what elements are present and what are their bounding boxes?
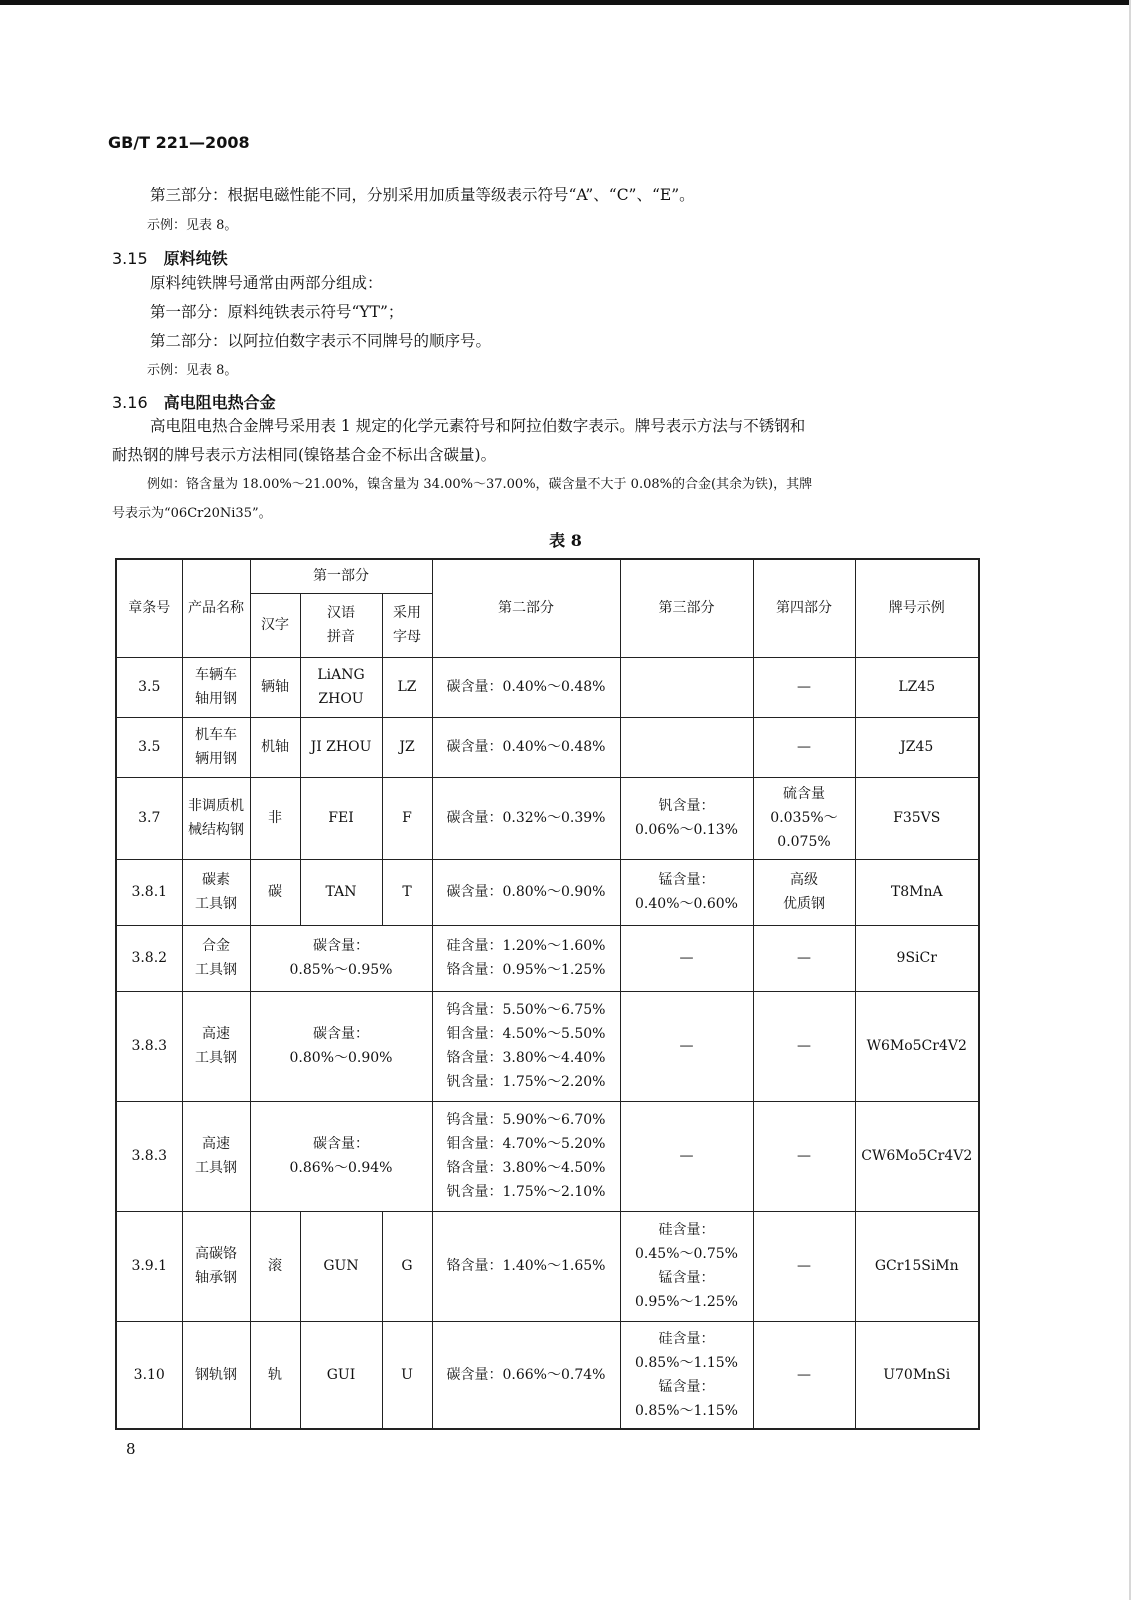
example-note: 例如：铬含量为 18.00%～21.00%，镍含量为 34.00%～37.00%，碳含量不大于 0.08%的合金(其余为铁)，其牌 — [147, 477, 813, 492]
cell-part3: — — [620, 991, 753, 1101]
cell-product: 车辆车 轴用钢 — [182, 657, 250, 717]
cell-chapter: 3.5 — [116, 657, 182, 717]
cell-chapter: 3.8.3 — [116, 1101, 182, 1211]
cell-hanzi: 机轴 — [250, 717, 300, 777]
cell-part3 — [620, 657, 753, 717]
header-chapter: 章条号 — [116, 559, 182, 657]
table-row — [116, 657, 979, 717]
paragraph: 第一部分：原料纯铁表示符号“YT”； — [150, 303, 404, 321]
cell-part3: — — [620, 1101, 753, 1211]
cell-part2: 钨含量：5.50%～6.75% 钼含量：4.50%～5.50% 铬含量：3.80%～4.40% 钒含量：1.75%～2.20% — [432, 991, 620, 1101]
cell-chapter: 3.8.3 — [116, 991, 182, 1101]
table-row — [116, 925, 979, 991]
header-part2: 第二部分 — [432, 559, 620, 657]
cell-example: 9SiCr — [855, 925, 979, 991]
paragraph: 原料纯铁牌号通常由两部分组成： — [150, 274, 383, 292]
cell-product: 钢轨钢 — [182, 1321, 250, 1429]
cell-part4: — — [753, 925, 855, 991]
cell-example: U70MnSi — [855, 1321, 979, 1429]
cell-hanzi: 轨 — [250, 1321, 300, 1429]
section-3-16-heading — [112, 390, 276, 413]
cell-letter: JZ — [382, 717, 432, 777]
table-row — [116, 1101, 979, 1211]
cell-pinyin: LiANG ZHOU — [300, 657, 382, 717]
page-number: 8 — [126, 1440, 136, 1458]
cell-part3: — — [620, 925, 753, 991]
table-header-row — [116, 559, 979, 593]
cell-part2: 钨含量：5.90%～6.70% 钼含量：4.70%～5.20% 铬含量：3.80%～4.50% 钒含量：1.75%～2.10% — [432, 1101, 620, 1211]
example-note: 示例：见表 8。 — [147, 218, 238, 233]
top-border — [0, 0, 1131, 5]
header-product: 产品名称 — [182, 559, 250, 657]
cell-part4: — — [753, 657, 855, 717]
cell-product: 高碳铬 轴承钢 — [182, 1211, 250, 1321]
section-number: 3.15 — [112, 249, 148, 268]
cell-letter: F — [382, 777, 432, 859]
cell-hanzi: 辆轴 — [250, 657, 300, 717]
cell-chapter: 3.8.2 — [116, 925, 182, 991]
example-note: 示例：见表 8。 — [147, 363, 238, 378]
cell-example: T8MnA — [855, 859, 979, 925]
cell-example: GCr15SiMn — [855, 1211, 979, 1321]
cell-part2: 碳含量：0.40%～0.48% — [432, 717, 620, 777]
cell-example: W6Mo5Cr4V2 — [855, 991, 979, 1101]
cell-part2: 碳含量：0.32%～0.39% — [432, 777, 620, 859]
header-example: 牌号示例 — [855, 559, 979, 657]
cell-product: 高速 工具钢 — [182, 991, 250, 1101]
cell-part3: 钒含量： 0.06%～0.13% — [620, 777, 753, 859]
cell-hanzi: 滚 — [250, 1211, 300, 1321]
header-letter: 采用 字母 — [382, 593, 432, 657]
cell-hanzi: 碳 — [250, 859, 300, 925]
example-note: 号表示为“06Cr20Ni35”。 — [112, 506, 272, 521]
table-row — [116, 1321, 979, 1429]
table-row — [116, 1211, 979, 1321]
cell-part4: — — [753, 1101, 855, 1211]
cell-part3: 硅含量： 0.85%～1.15% 锰含量： 0.85%～1.15% — [620, 1321, 753, 1429]
paragraph: 第二部分：以阿拉伯数字表示不同牌号的顺序号。 — [150, 332, 492, 350]
cell-part3 — [620, 717, 753, 777]
cell-part1: 碳含量： 0.86%～0.94% — [250, 1101, 432, 1211]
header-part3: 第三部分 — [620, 559, 753, 657]
cell-part2: 碳含量：0.80%～0.90% — [432, 859, 620, 925]
cell-part1: 碳含量： 0.85%～0.95% — [250, 925, 432, 991]
header-part4: 第四部分 — [753, 559, 855, 657]
cell-part2: 碳含量：0.40%～0.48% — [432, 657, 620, 717]
cell-product: 高速 工具钢 — [182, 1101, 250, 1211]
cell-pinyin: JI ZHOU — [300, 717, 382, 777]
cell-part4: — — [753, 1321, 855, 1429]
cell-letter: LZ — [382, 657, 432, 717]
cell-part1: 碳含量： 0.80%～0.90% — [250, 991, 432, 1101]
section-3-15-heading — [112, 246, 228, 269]
cell-pinyin: GUI — [300, 1321, 382, 1429]
cell-pinyin: GUN — [300, 1211, 382, 1321]
cell-part4: — — [753, 717, 855, 777]
part3-description: 第三部分：根据电磁性能不同，分别采用加质量等级表示符号“A”、“C”、“E”。 — [150, 186, 695, 204]
cell-chapter: 3.5 — [116, 717, 182, 777]
cell-hanzi: 非 — [250, 777, 300, 859]
paragraph: 高电阻电热合金牌号采用表 1 规定的化学元素符号和阿拉伯数字表示。牌号表示方法与不锈钢和 — [150, 417, 806, 435]
cell-letter: G — [382, 1211, 432, 1321]
cell-letter: U — [382, 1321, 432, 1429]
section-number: 3.16 — [112, 393, 148, 412]
cell-chapter: 3.7 — [116, 777, 182, 859]
table-row — [116, 859, 979, 925]
cell-product: 碳素 工具钢 — [182, 859, 250, 925]
document-header: GB/T 221—2008 — [108, 133, 250, 152]
cell-pinyin: TAN — [300, 859, 382, 925]
cell-letter: T — [382, 859, 432, 925]
cell-example: JZ45 — [855, 717, 979, 777]
cell-chapter: 3.8.1 — [116, 859, 182, 925]
cell-product: 非调质机 械结构钢 — [182, 777, 250, 859]
cell-chapter: 3.10 — [116, 1321, 182, 1429]
cell-example: CW6Mo5Cr4V2 — [855, 1101, 979, 1211]
cell-example: F35VS — [855, 777, 979, 859]
header-pinyin: 汉语 拼音 — [300, 593, 382, 657]
cell-part3: 硅含量： 0.45%～0.75% 锰含量： 0.95%～1.25% — [620, 1211, 753, 1321]
cell-product: 机车车 辆用钢 — [182, 717, 250, 777]
table-row — [116, 991, 979, 1101]
cell-part4: — — [753, 1211, 855, 1321]
cell-part3: 锰含量： 0.40%～0.60% — [620, 859, 753, 925]
cell-part4: — — [753, 991, 855, 1101]
header-part1: 第一部分 — [250, 559, 432, 593]
cell-part2: 硅含量：1.20%～1.60% 铬含量：0.95%～1.25% — [432, 925, 620, 991]
cell-part2: 铬含量：1.40%～1.65% — [432, 1211, 620, 1321]
paragraph: 耐热钢的牌号表示方法相同(镍铬基合金不标出含碳量)。 — [112, 446, 497, 464]
cell-part2: 碳含量：0.66%～0.74% — [432, 1321, 620, 1429]
cell-chapter: 3.9.1 — [116, 1211, 182, 1321]
header-hanzi: 汉字 — [250, 593, 300, 657]
table-row — [116, 717, 979, 777]
cell-part4: 高级 优质钢 — [753, 859, 855, 925]
grade-table — [115, 558, 980, 1430]
cell-pinyin: FEI — [300, 777, 382, 859]
cell-example: LZ45 — [855, 657, 979, 717]
table-row — [116, 777, 979, 859]
cell-part4: 硫含量 0.035%～ 0.075% — [753, 777, 855, 859]
cell-product: 合金 工具钢 — [182, 925, 250, 991]
table-title: 表 8 — [549, 531, 582, 550]
section-title: 原料纯铁 — [163, 249, 228, 268]
section-title: 高电阻电热合金 — [163, 393, 276, 412]
